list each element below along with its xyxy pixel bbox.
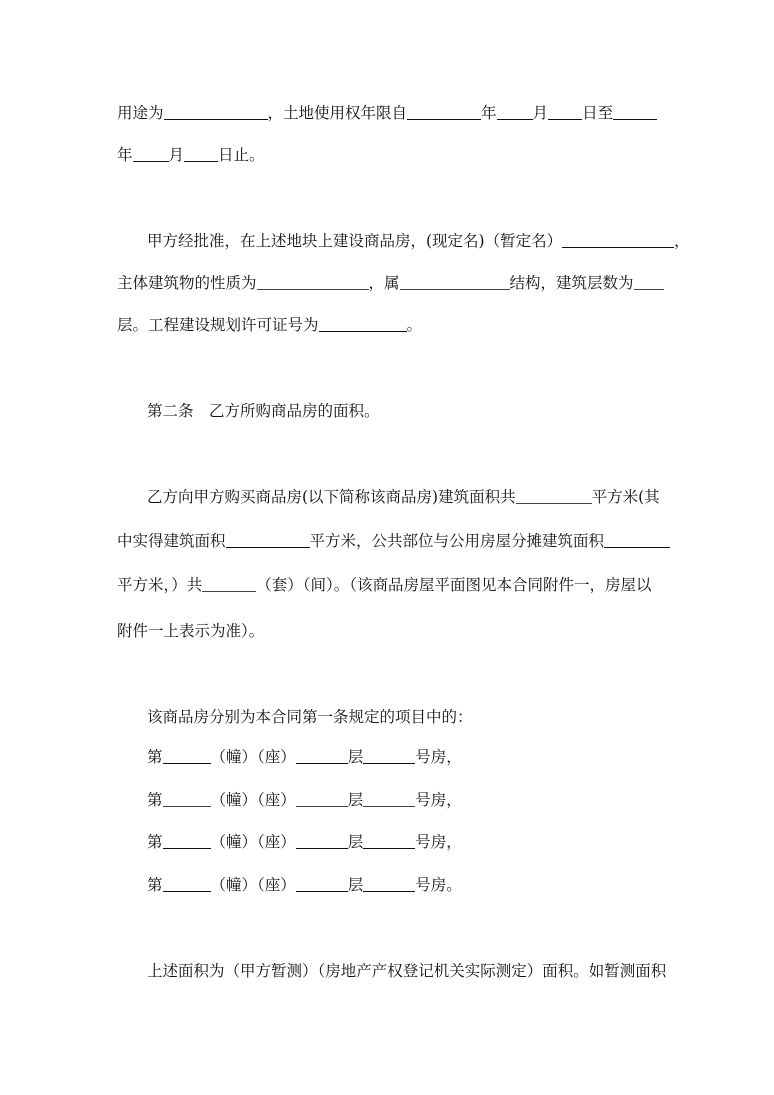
- text-floor: 层: [347, 791, 364, 809]
- text-actual-area: 中实得建筑面积: [117, 532, 226, 550]
- text-period: 。: [406, 316, 423, 334]
- room-no-blank[interactable]: [363, 747, 415, 764]
- approval-line: [147, 229, 690, 253]
- end-date-line: [117, 143, 265, 167]
- area-line-3: [117, 573, 652, 597]
- actual-area-blank[interactable]: [226, 531, 310, 548]
- text-day-end: 日止。: [218, 146, 265, 164]
- floor-blank[interactable]: [296, 875, 348, 892]
- text-floor: 层: [347, 876, 364, 894]
- text-di: 第: [147, 791, 163, 809]
- text-comma: ，: [674, 232, 690, 250]
- building-area-blank[interactable]: [516, 487, 592, 504]
- text-permit: 层。工程建设规划许可证号为: [117, 316, 319, 334]
- start-year-blank[interactable]: [407, 103, 481, 120]
- text-article-two: 第二条 乙方所购商品房的面积。: [147, 402, 380, 420]
- text-di: 第: [147, 748, 163, 766]
- text-building: （幢）（座）: [210, 833, 296, 851]
- room-no-blank[interactable]: [363, 875, 415, 892]
- land-use-line: [117, 101, 657, 125]
- floor-count-blank[interactable]: [634, 273, 664, 290]
- area-line-1: [147, 485, 660, 509]
- unit-line: [147, 873, 462, 897]
- text-unit-intro: 该商品房分别为本合同第一条规定的项目中的：: [147, 708, 473, 726]
- text-room: 号房，: [415, 791, 462, 809]
- structure-blank[interactable]: [400, 273, 510, 290]
- text-floor: 层: [347, 833, 364, 851]
- start-day-blank[interactable]: [548, 103, 582, 120]
- unit-line: [147, 788, 462, 812]
- building-no-blank[interactable]: [163, 875, 211, 892]
- project-name-blank[interactable]: [562, 231, 674, 248]
- text-di: 第: [147, 833, 163, 851]
- text-sqm: 平方米(其: [591, 488, 660, 506]
- usage-blank[interactable]: [164, 103, 268, 120]
- text-day-to: 日至: [582, 104, 614, 122]
- text-purchase-area: 乙方向甲方购买商品房(以下简称该商品房)建筑面积共: [147, 488, 516, 506]
- building-nature-blank[interactable]: [257, 273, 369, 290]
- text-building: （幢）（座）: [210, 748, 296, 766]
- end-month-blank[interactable]: [133, 145, 169, 162]
- unit-line: [147, 830, 462, 854]
- end-day-blank[interactable]: [184, 145, 218, 162]
- text-building-nature: 主体建筑物的性质为: [117, 274, 257, 292]
- building-no-blank[interactable]: [163, 747, 211, 764]
- floor-blank[interactable]: [296, 790, 348, 807]
- building-no-blank[interactable]: [163, 790, 211, 807]
- room-no-blank[interactable]: [363, 832, 415, 849]
- text-set-room: （套）（间）。（该商品房屋平面图见本合同附件一，房屋以: [256, 576, 652, 594]
- area-line-2: [117, 529, 670, 553]
- article-two-heading: [147, 399, 380, 423]
- text-structure-floors: 结构，建筑层数为: [509, 274, 634, 292]
- text-building: （幢）（座）: [210, 876, 296, 894]
- shared-area-blank[interactable]: [604, 531, 670, 548]
- text-usage: 用途为: [117, 104, 164, 122]
- unit-line: [147, 745, 462, 769]
- floor-blank[interactable]: [296, 832, 348, 849]
- text-month: 月: [532, 104, 549, 122]
- text-total: 平方米，）共: [117, 576, 203, 594]
- text-belongs: ，属: [368, 274, 400, 292]
- text-year: 年: [117, 146, 133, 164]
- text-di: 第: [147, 876, 163, 894]
- units-count-blank[interactable]: [202, 575, 256, 592]
- measurement-line: [147, 959, 666, 983]
- permit-line: [117, 313, 422, 337]
- permit-number-blank[interactable]: [319, 315, 407, 332]
- text-room: 号房，: [415, 748, 462, 766]
- text-building: （幢）（座）: [210, 791, 296, 809]
- end-year-blank[interactable]: [613, 103, 657, 120]
- start-month-blank[interactable]: [497, 103, 533, 120]
- area-line-4: [117, 619, 264, 643]
- building-no-blank[interactable]: [163, 832, 211, 849]
- text-shared-area: 平方米，公共部位与公用房屋分摊建筑面积: [309, 532, 605, 550]
- unit-intro-line: [147, 705, 473, 729]
- text-attachment: 附件一上表示为准）。: [117, 622, 265, 640]
- text-year: 年: [481, 104, 497, 122]
- room-no-blank[interactable]: [363, 790, 415, 807]
- text-land-term: ，土地使用权年限自: [267, 104, 408, 122]
- text-approval: 甲方经批准，在上述地块上建设商品房，(现定名)（暂定名）: [147, 232, 563, 250]
- floor-blank[interactable]: [296, 747, 348, 764]
- text-month: 月: [168, 146, 185, 164]
- text-floor: 层: [347, 748, 364, 766]
- text-room: 号房，: [415, 833, 462, 851]
- building-nature-line: [117, 271, 664, 295]
- text-room: 号房。: [415, 876, 462, 894]
- text-measurement: 上述面积为（甲方暂测）（房地产产权登记机关实际测定）面积。如暂测面积: [147, 962, 667, 980]
